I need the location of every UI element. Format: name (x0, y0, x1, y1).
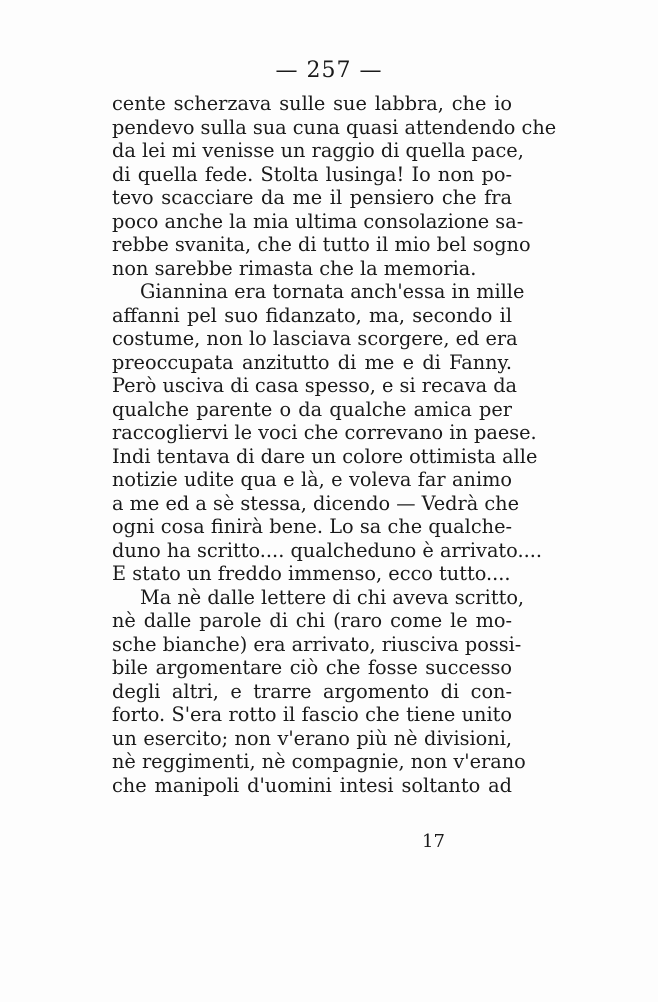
text-line: a me ed a sè stessa, dicendo — Vedrà che (112, 491, 519, 515)
text-line: duno ha scritto.... qualcheduno è arrivato.... (112, 538, 542, 562)
text-line: cente scherzava sulle sue labbra, che io (112, 92, 512, 115)
paragraph-start-line: Ma nè dalle lettere di chi aveva scritto, (140, 585, 525, 609)
signature-mark: 17 (422, 831, 445, 852)
text-line: tevo scacciare da me il pensiero che fra (112, 186, 512, 209)
paragraph-start-line: Giannina era tornata anch'essa in mille (140, 280, 525, 303)
text-line: da lei mi venisse un raggio di quella pace, (112, 139, 524, 162)
text-line: Indi tentava di dare un colore ottimista alle (112, 444, 538, 468)
text-line: degli altri, e trarre argomento di con- (112, 679, 512, 703)
text-line: che manipoli d'uomini intesi soltanto ad (112, 773, 512, 797)
text-line: affanni pel suo fidanzato, ma, secondo il (112, 303, 512, 327)
text-line: E stato un freddo immenso, ecco tutto.... (112, 562, 511, 585)
text-line: di quella fede. Stolta lusinga! Io non po- (112, 162, 512, 186)
text-line: Però usciva di casa spesso, e si recava da (112, 374, 518, 397)
text-line: pendevo sulla sua cuna quasi attendendo che (112, 115, 557, 139)
page-number: — 257 — (275, 58, 383, 83)
text-line: notizie udite qua e là, e voleva far animo (112, 468, 512, 491)
text-line: non sarebbe rimasta che la memoria. (112, 256, 477, 280)
text-line: nè reggimenti, nè compagnie, non v'erano (112, 750, 526, 773)
text-line: nè dalle parole di chi (raro come le mo- (112, 609, 512, 632)
text-line: un esercito; non v'erano più nè divisioni, (112, 726, 512, 750)
text-line: preoccupata anzitutto di me e di Fanny. (112, 350, 512, 374)
text-line: forto. S'era rotto il fascio che tiene unito (112, 703, 512, 726)
text-line: sche bianche) era arrivato, riusciva possi- (112, 632, 522, 656)
text-line: ogni cosa finirà bene. Lo sa che qualche- (112, 515, 512, 538)
text-line: bile argomentare ciò che fosse successo (112, 656, 512, 679)
text-line: poco anche la mia ultima consolazione sa- (112, 209, 524, 233)
body-text (112, 92, 557, 797)
text-line: costume, non lo lasciava scorgere, ed era (112, 327, 518, 350)
text-line: raccogliervi le voci che correvano in paese. (112, 421, 537, 444)
text-line: rebbe svanita, che di tutto il mio bel sogno (112, 233, 531, 256)
text-line: qualche parente o da qualche amica per (112, 397, 512, 421)
